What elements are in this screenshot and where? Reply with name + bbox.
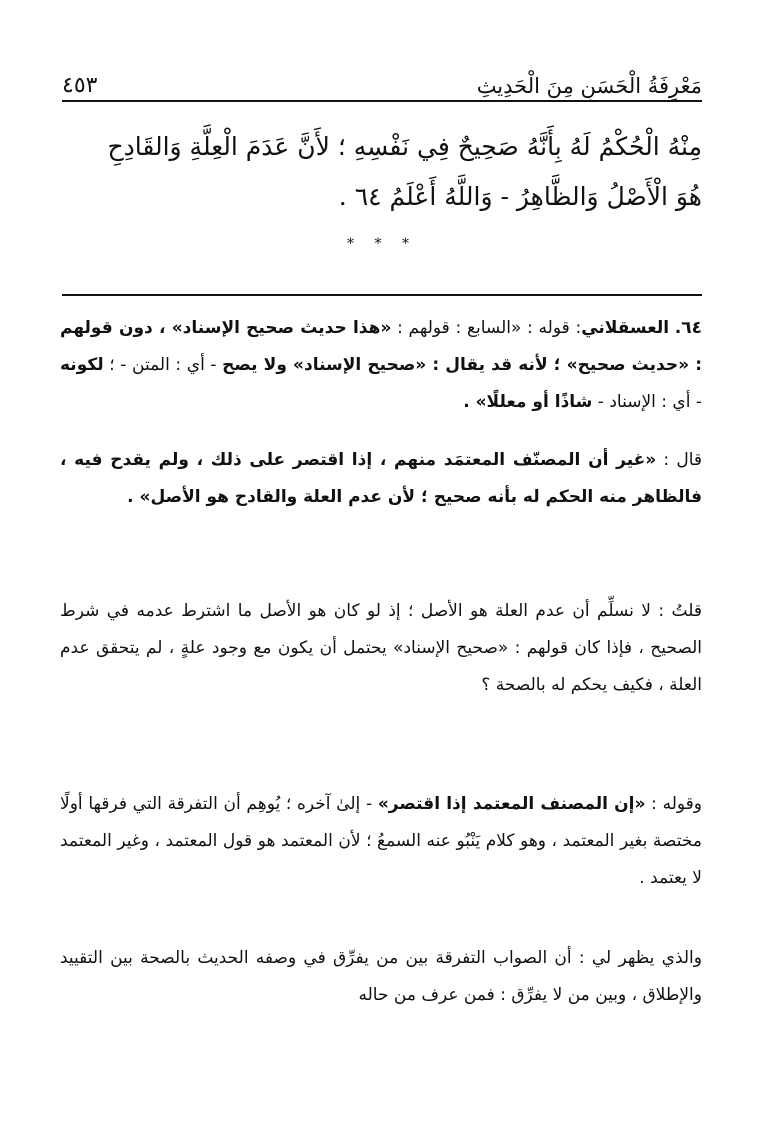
header-rule [62, 100, 702, 102]
footnote-paragraph-1 [60, 310, 702, 421]
footnote-p1-e: - أي : الإسناد - [592, 392, 702, 412]
page-header [62, 58, 702, 98]
footnote-p1-b: «هذا حديث صحيح الإسناد» ، دون قولهم : «حديث صحيح» ؛ لأنه قد يقال : «صحيح الإسناد» ولا يصح [60, 318, 702, 375]
running-title: مَعْرِفَةُ الْحَسَنِ مِنَ الْحَدِيثِ [476, 74, 702, 98]
footnote-p1-d: لكونه [60, 355, 104, 375]
footnote-paragraph-5: والذي يظهر لي : أن الصواب التفرقة بين من يفرِّق في وصفه الحديث بالصحة بين التقييد والإطلاق ، وبين من لا يفرِّق : فمن عرف من حاله [60, 948, 702, 1005]
footnote-p2-quote: «غير أن المصنّف المعتمَد منهم ، إذا اقتصر على ذلك ، ولم يقدح فيه ، فالظاهر منه الحكم له بأنه صحيح ؛ لأن عدم العلة والقادح هو الأصل» . [60, 450, 702, 507]
footnote-paragraph-2 [60, 442, 702, 516]
footnote-p4-lead: وقوله : [645, 794, 702, 814]
footnote-p4-quote: «إن المصنف المعتمد إذا اقتصر» [377, 794, 646, 814]
footnote-number: ٦٤. [674, 318, 703, 338]
footnote-rule [62, 294, 702, 296]
footnote-paragraph-4 [60, 786, 702, 897]
page-number: ٤٥٣ [62, 73, 98, 98]
footnote-p2-lead: قال : [656, 450, 702, 470]
section-separator: * * * [347, 236, 417, 252]
footnote-author: العسقلاني [581, 318, 670, 338]
main-text-line-1: مِنْهُ الْحُكْمُ لَهُ بِأَنَّهُ صَحِيحٌ فِي نَفْسِهِ ؛ لأَنَّ عَدَمَ الْعِلَّةِ وَالقَادِحِ [107, 132, 702, 161]
footnote-paragraph-3: قلتُ : لا نسلِّم أن عدم العلة هو الأصل ؛ إذ لو كان هو الأصل ما اشترط عدمه في شرط الصحيح ، فإذا كان قولهم : «صحيح الإسناد» يحتمل أن يكون مع وجود علةٍ ، لم يتحقق عدم العلة ، فكيف يحكم له بالصحة ؟ [60, 601, 702, 695]
footnote-p1-a: : قوله : «السابع : قولهم : [391, 318, 582, 338]
footnote-p1-f: شاذًا أو معللًا» . [463, 392, 593, 412]
main-text-line-2: هُوَ الْأَصْلُ وَالظَّاهِرُ - وَاللَّهُ أَعْلَمُ ٦٤ . [338, 182, 702, 211]
footnote-p1-c: - أي : المتن - ؛ [103, 355, 223, 375]
footnote-p4-rest: - إلىٰ آخره ؛ يُوهِم أن التفرقة التي فرقها أولًا مختصة بغير المعتمد ، وهو كلام يَنْبُو عنه السمعُ ؛ لأن المعتمد هو قول المعتمد ، وغير المعتمد لا يعتمد . [60, 794, 702, 888]
